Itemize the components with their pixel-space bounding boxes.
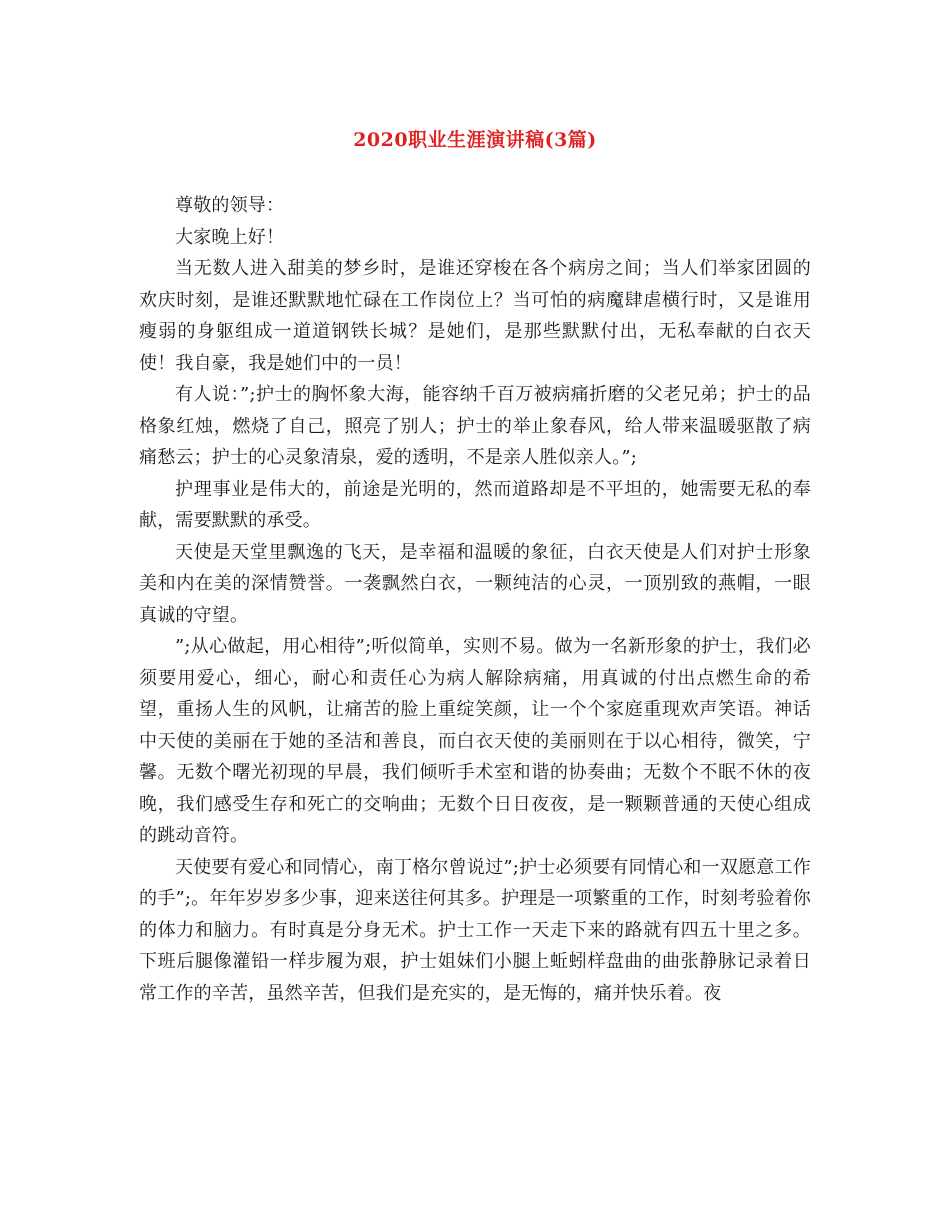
paragraph: 天使是天堂里飘逸的飞天，是幸福和温暖的象征，白衣天使是人们对护士形象美和内在美的深情赞誉。一袭飘然白衣，一颗纯洁的心灵，一顶别致的燕帽，一眼真诚的守望。 xyxy=(139,541,811,626)
paragraph: 天使要有爱心和同情心，南丁格尔曾说过”;护士必须要有同情心和一双愿意工作的手”;。年年岁岁多少事，迎来送往何其多。护理是一项繁重的工作，时刻考验着你的体力和脑力。有时真是分身无术。护士工作一天走下来的路就有四五十里之多。下班后腿像灌铅一样步履为艰，护士姐妹们小腿上蚯蚓样盘曲的曲张静脉记录着日常工作的辛苦，虽然辛苦，但我们是充实的，是无悔的，痛并快乐着。夜 xyxy=(139,856,811,1004)
document-body xyxy=(139,190,811,1009)
paragraph: 当无数人进入甜美的梦乡时，是谁还穿梭在各个病房之间；当人们举家团圆的欢庆时刻，是谁还默默地忙碌在工作岗位上？当可怕的病魔肆虐横行时，又是谁用瘦弱的身躯组成一道道钢铁长城？是她们，是那些默默付出，无私奉献的白衣天使！我自豪，我是她们中的一员！ xyxy=(139,258,811,374)
document-title: 2020职业生涯演讲稿(3篇) xyxy=(353,129,597,151)
paragraph: ”;从心做起，用心相待”;听似简单，实则不易。做为一名新形象的护士，我们必须要用爱心，细心，耐心和责任心为病人解除病痛，用真诚的付出点燃生命的希望，重扬人生的风帆，让痛苦的脸上重绽笑颜，让一个个家庭重现欢声笑语。神话中天使的美丽在于她的圣洁和善良，而白衣天使的美丽则在于以心相待，微笑，宁馨。无数个曙光初现的早晨，我们倾听手术室和谐的协奏曲；无数个不眠不休的夜晚，我们感受生存和死亡的交响曲；无数个日日夜夜，是一颗颗普通的天使心组成的跳动音符。 xyxy=(139,636,811,846)
paragraph: 有人说：”;护士的胸怀象大海，能容纳千百万被病痛折磨的父老兄弟；护士的品格象红烛，燃烧了自己，照亮了别人；护士的举止象春风，给人带来温暖驱散了病痛愁云；护士的心灵象清泉，爱的透明，不是亲人胜似亲人。”; xyxy=(139,384,811,468)
greeting: 大家晚上好！ xyxy=(175,226,285,248)
paragraph: 护理事业是伟大的，前途是光明的，然而道路却是不平坦的，她需要无私的奉献，需要默默的承受。 xyxy=(139,478,811,531)
salutation: 尊敬的领导： xyxy=(175,195,285,216)
